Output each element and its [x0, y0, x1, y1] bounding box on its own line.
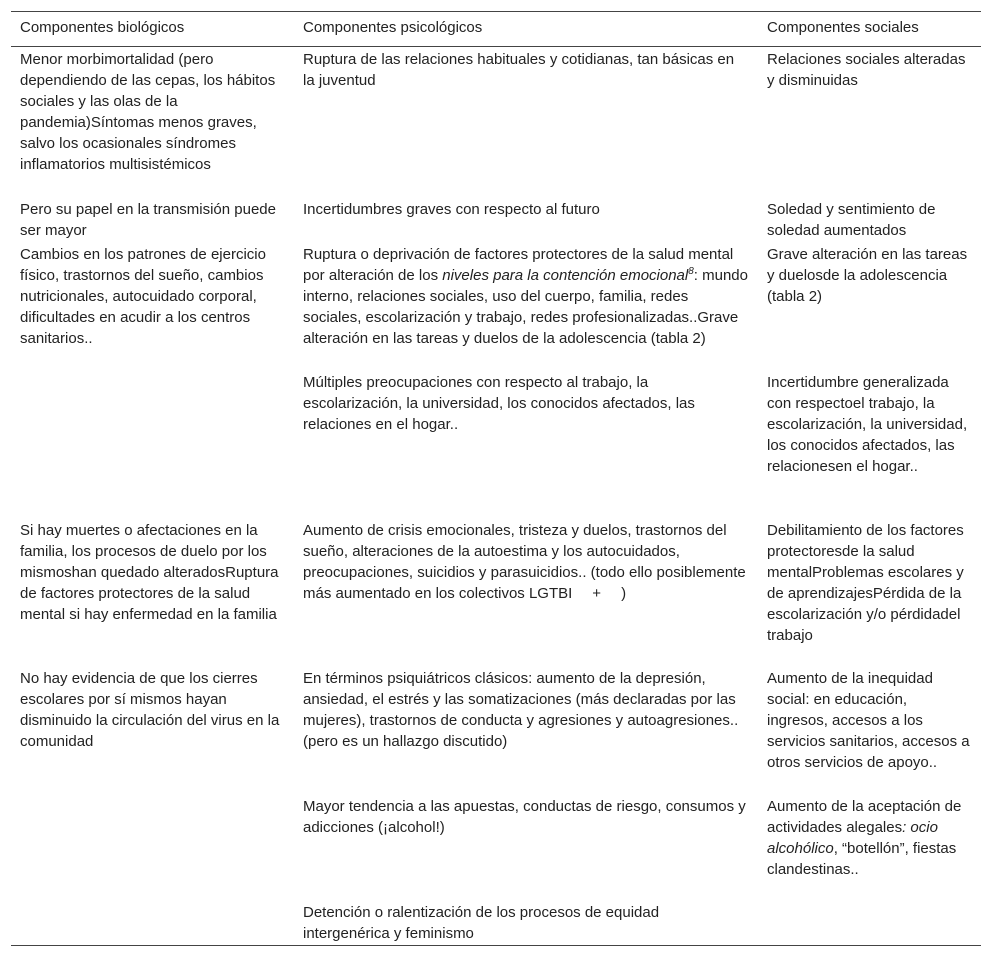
table-row [11, 47, 981, 197]
cell-bio: No hay evidencia de que los cierres escolares por sí mismos hayan disminuido la circulación del virus en la comunidad [20, 669, 280, 750]
text: + [592, 584, 602, 602]
cell-soc: Grave alteración en las tareas y duelosde la adolescencia (tabla 2) [767, 245, 968, 305]
table-row [11, 518, 981, 666]
cell-psi: Ruptura de las relaciones habituales y cotidianas, tan básicas en la juventud [303, 51, 735, 89]
cell-bio [11, 794, 294, 900]
cell-psi: Incertidumbres graves con respecto al futuro [303, 200, 600, 218]
header-biological: Componentes biológicos [11, 12, 294, 47]
cell-psi: Múltiples preocupaciones con respecto al trabajo, la escolarización, la universidad, los conocidos afectados, las relaciones en el hogar.. [303, 373, 695, 433]
cell-psi: Mayor tendencia a las apuestas, conductas de riesgo, consumos y adicciones (¡alcohol!) [303, 797, 746, 836]
table-row [11, 794, 981, 900]
text: Ruptura o deprivación de factores protectores de la salud mental por alteración de los [303, 245, 734, 284]
cell-bio: Si hay muertes o afectaciones en la familia, los procesos de duelo por los mismoshan quedado alteradosRuptura de factores protectores de la salud mental si hay enfermedad en la familia [20, 521, 279, 623]
table-row [11, 666, 981, 794]
text: : mundo interno, relaciones sociales, uso del cuerpo, familia, redes sociales, escolarización y trabajo, redes profesionalizadas..Grave alteración en las tareas y duelos de la adolescencia (tabla 2) [303, 266, 748, 347]
cell-psi: En términos psiquiátricos clásicos: aumento de la depresión, ansiedad, el estrés y las somatizaciones (más declaradas por las mujeres), trastornos de conducta y agresiones y autoagresiones.. (pero es un hallazgo discutido) [303, 669, 739, 750]
cell-soc: Incertidumbre generalizada con respectoel trabajo, la escolarización, la universidad, los conocidos afectados, las relacionesen el hogar.. [767, 373, 968, 475]
cell-bio [11, 370, 294, 518]
table-header-row [11, 12, 981, 47]
cell-psi [294, 242, 758, 370]
table-row [11, 900, 981, 946]
header-psychological: Componentes psicológicos [294, 12, 758, 47]
cell-soc: Soledad y sentimiento de soledad aumentados [767, 200, 936, 239]
cell-soc: Aumento de la inequidad social: en educación, ingresos, accesos a los servicios sanitarios, accesos a otros servicios de apoyo.. [767, 669, 970, 771]
cell-soc: Debilitamiento de los factores protectoresde la salud mentalProblemas escolares y de aprendizajesPérdida de la escolarización y/o pérdidadel trabajo [767, 521, 964, 644]
cell-bio [11, 900, 294, 946]
cell-soc: Relaciones sociales alteradas y disminuidas [767, 51, 966, 89]
cell-psi [294, 518, 758, 666]
text: Aumento de la aceptación de actividades alegales [767, 797, 962, 836]
table-row [11, 242, 981, 370]
text: , “botellón”, fiestas clandestinas.. [767, 839, 957, 878]
table-row [11, 197, 981, 242]
reference-link[interactable]: 8 [688, 265, 694, 277]
header-social: Componentes sociales [758, 12, 981, 47]
text: ) [621, 584, 627, 602]
cell-soc [758, 900, 981, 946]
text: Aumento de crisis emocionales, tristeza y duelos, trastornos del sueño, alteraciones de la autoestima y los autocuidados, preocupaciones, suicidios y parasuicidios.. (todo ello posiblemente más aumentado en los colectivos LGTBI [303, 521, 746, 602]
table-row [11, 370, 981, 518]
cell-bio: Pero su papel en la transmisión puede ser mayor [20, 200, 276, 239]
cell-soc [758, 794, 981, 900]
cell-bio: Menor morbimortalidad (pero dependiendo de las cepas, los hábitos sociales y las olas de la pandemia)Síntomas menos graves, salvo los ocasionales síndromes inflamatorios multisistémicos [20, 51, 276, 173]
components-table [11, 11, 981, 946]
cell-bio: Cambios en los patrones de ejercicio físico, trastornos del sueño, cambios nutricionales, autocuidado corporal, dificultades en acudir a los centros sanitarios.. [20, 245, 266, 347]
cell-psi: Detención o ralentización de los procesos de equidad intergenérica y feminismo [294, 900, 758, 946]
italic-text: niveles para la contención emocional [442, 266, 689, 284]
italic-text: : ocio alcohólico [767, 818, 938, 857]
